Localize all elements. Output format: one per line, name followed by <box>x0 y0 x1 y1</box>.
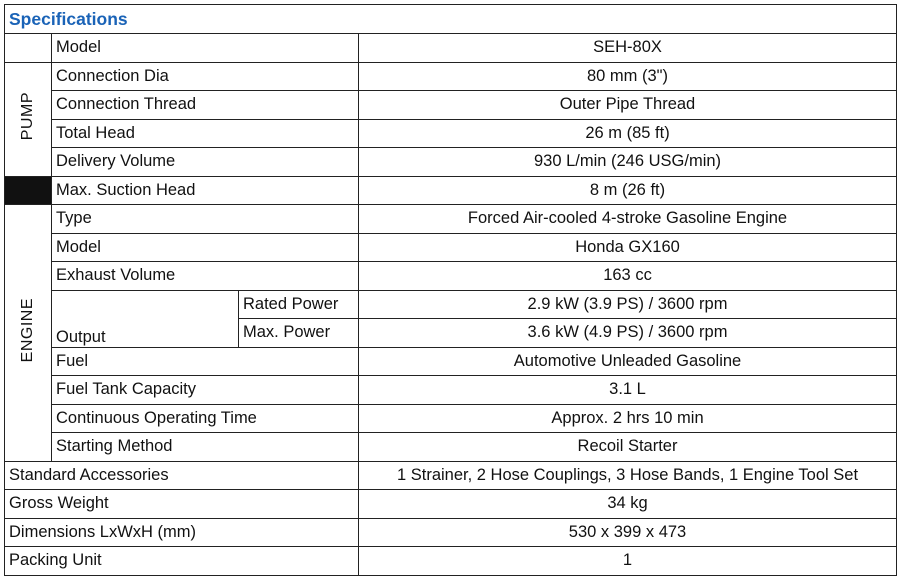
table-row <box>5 176 897 205</box>
table-row <box>5 205 897 234</box>
model-label: Model <box>52 34 359 63</box>
row-value: 3.1 L <box>359 376 897 405</box>
output-label: Output <box>52 290 239 347</box>
model-row <box>5 34 897 63</box>
row-label: Fuel Tank Capacity <box>52 376 359 405</box>
table-row <box>5 347 897 376</box>
row-value: 163 cc <box>359 262 897 291</box>
title-row <box>5 5 897 34</box>
row-label: Max. Suction Head <box>52 176 359 205</box>
row-label: Total Head <box>52 119 359 148</box>
table-row <box>5 119 897 148</box>
row-value: Recoil Starter <box>359 433 897 462</box>
row-label: Dimensions LxWxH (mm) <box>5 518 359 547</box>
row-label: Gross Weight <box>5 490 359 519</box>
model-value: SEH-80X <box>359 34 897 63</box>
row-label: Connection Dia <box>52 62 359 91</box>
row-label: Packing Unit <box>5 547 359 576</box>
table-row <box>5 233 897 262</box>
row-value: Automotive Unleaded Gasoline <box>359 347 897 376</box>
table-row <box>5 62 897 91</box>
row-label: Delivery Volume <box>52 148 359 177</box>
row-value: Outer Pipe Thread <box>359 91 897 120</box>
max-power-label: Max. Power <box>239 319 359 348</box>
table-row <box>5 148 897 177</box>
row-label: Starting Method <box>52 433 359 462</box>
table-row <box>5 518 897 547</box>
row-label: Fuel <box>52 347 359 376</box>
row-value: 530 x 399 x 473 <box>359 518 897 547</box>
row-value: Forced Air-cooled 4-stroke Gasoline Engine <box>359 205 897 234</box>
model-spacer <box>5 34 52 63</box>
black-cell <box>5 176 52 205</box>
row-value: 34 kg <box>359 490 897 519</box>
row-label: Connection Thread <box>52 91 359 120</box>
row-label: Exhaust Volume <box>52 262 359 291</box>
table-row <box>5 461 897 490</box>
table-row <box>5 262 897 291</box>
row-value: 8 m (26 ft) <box>359 176 897 205</box>
table-row <box>5 290 897 319</box>
row-value: Approx. 2 hrs 10 min <box>359 404 897 433</box>
table-row <box>5 547 897 576</box>
rated-power-label: Rated Power <box>239 290 359 319</box>
rated-power-value: 2.9 kW (3.9 PS) / 3600 rpm <box>359 290 897 319</box>
pump-group-text: PUMP <box>19 92 36 141</box>
row-value: 1 Strainer, 2 Hose Couplings, 3 Hose Bands, 1 Engine Tool Set <box>359 461 897 490</box>
row-value: 1 <box>359 547 897 576</box>
row-value: Honda GX160 <box>359 233 897 262</box>
row-label: Continuous Operating Time <box>52 404 359 433</box>
engine-group-text: ENGINE <box>19 298 36 363</box>
row-value: 26 m (85 ft) <box>359 119 897 148</box>
engine-group-label <box>5 205 52 462</box>
row-label: Type <box>52 205 359 234</box>
row-label: Standard Accessories <box>5 461 359 490</box>
pump-group-label <box>5 62 52 176</box>
table-title: Specifications <box>5 5 897 34</box>
max-power-value: 3.6 kW (4.9 PS) / 3600 rpm <box>359 319 897 348</box>
specifications-table <box>4 4 897 576</box>
table-row <box>5 376 897 405</box>
table-row <box>5 91 897 120</box>
row-value: 930 L/min (246 USG/min) <box>359 148 897 177</box>
table-row <box>5 433 897 462</box>
row-label: Model <box>52 233 359 262</box>
table-row <box>5 490 897 519</box>
row-value: 80 mm (3") <box>359 62 897 91</box>
table-row <box>5 404 897 433</box>
